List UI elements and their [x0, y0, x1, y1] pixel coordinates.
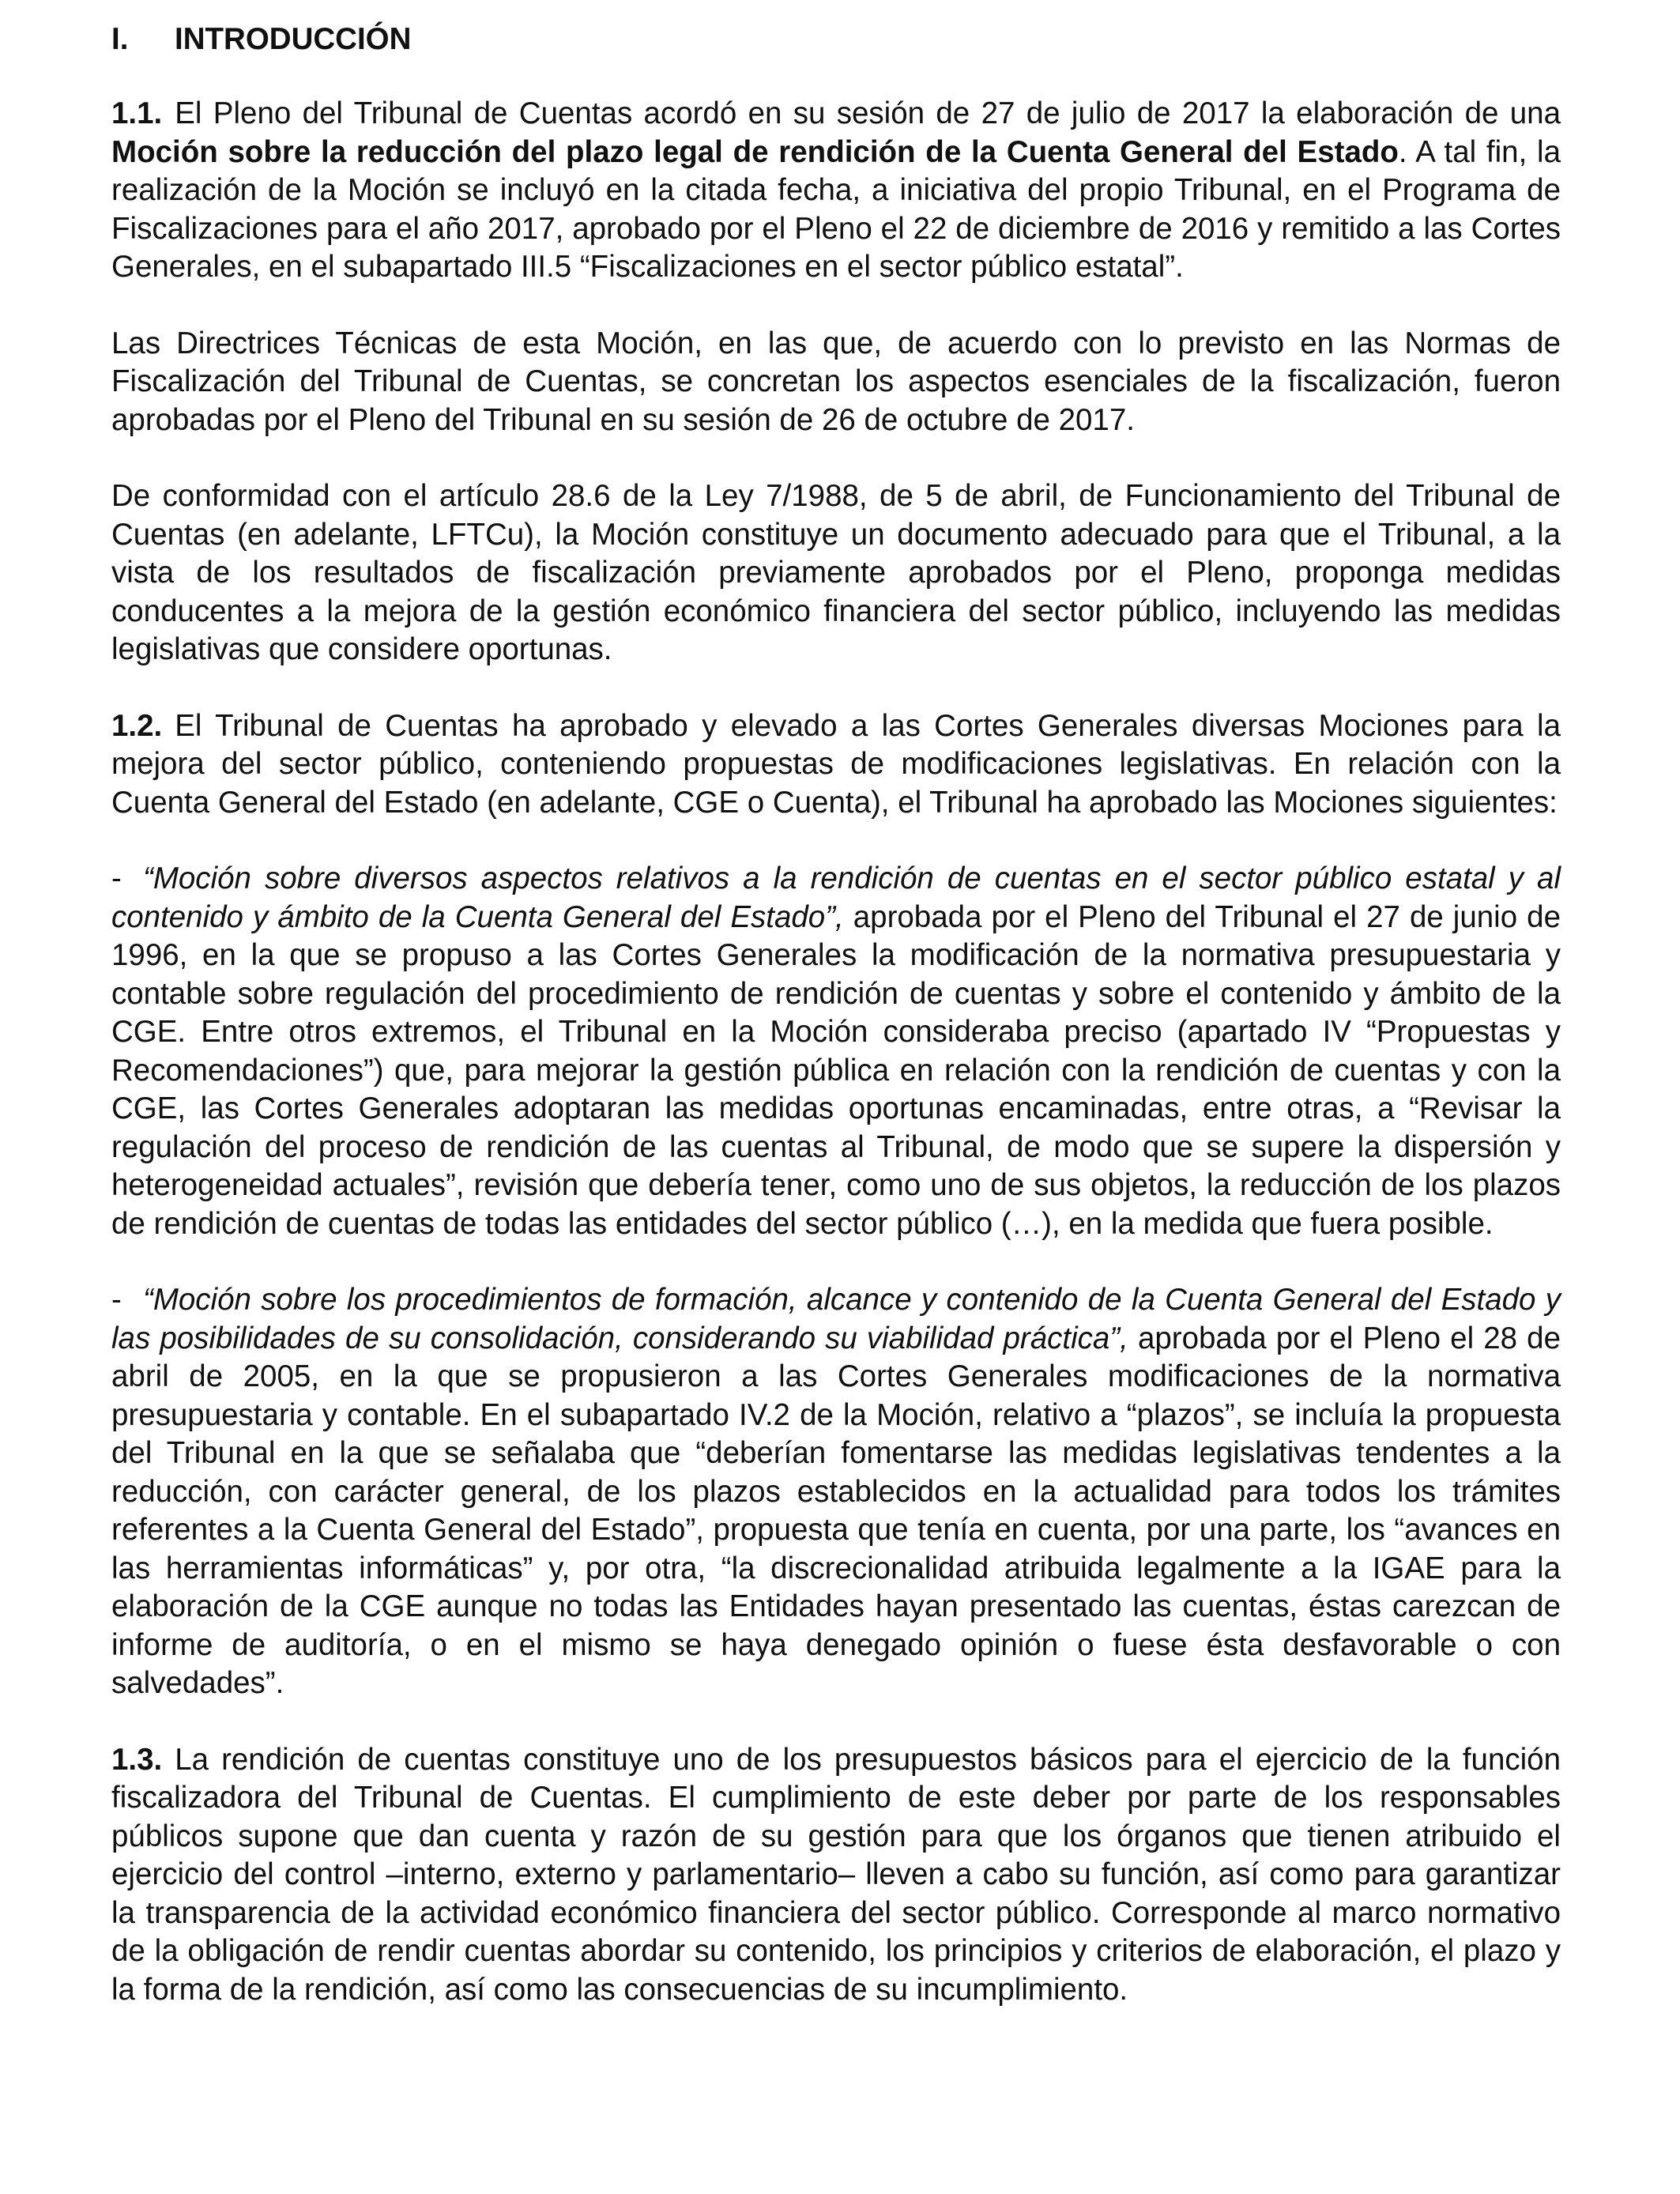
list-item-motion-1996	[111, 860, 1561, 1243]
section-title: INTRODUCCIÓN	[175, 22, 412, 56]
paragraph-text: La rendición de cuentas constituye uno de los presupuestos básicos para el ejercicio de la función fiscalizadora del Tribunal de Cuentas. El cumplimiento de este deber por parte de los responsables públicos supone que dan cuenta y razón de su gestión para que los órganos que tienen atribuido el ejercicio del control –interno, externo y parlamentario– lleven a cabo su función, así como para garantizar la transparencia de la actividad económico financiera del sector público. Corresponde al marco normativo de la obligación de rendir cuentas abordar su contenido, los principios y criterios de elaboración, el plazo y la forma de la rendición, así como las consecuencias de su incumplimiento.	[111, 1742, 1561, 2007]
paragraph-1-2	[111, 707, 1561, 823]
list-item-text: aprobada por el Pleno del Tribunal el 27 de junio de 1996, en la que se propuso a las Cortes Generales la modificación de la normativa presupuestaria y contable sobre regulación del procedimiento de rendición de cuentas y sobre el contenido y ámbito de la CGE. Entre otros extremos, el Tribunal en la Moción consideraba preciso (apartado IV “Propuestas y Recomendaciones”) que, para mejorar la gestión pública en relación con la rendición de cuentas y con la CGE, las Cortes Generales adoptaran las medidas oportunas encaminadas, entre otras, a “Revisar la regulación del proceso de rendición de las cuentas al Tribunal, de modo que se supere la dispersión y heterogeneidad actuales”, revisión que debería tener, como uno de sus objetos, la reducción de los plazos de rendición de cuentas de todas las entidades del sector público (…), en la medida que fuera posible.	[111, 899, 1561, 1241]
paragraph-1-3	[111, 1741, 1561, 2010]
motion-title-italic: “Moción sobre los procedimientos de formación, alcance y contenido de la Cuenta General del Estado y las posibilidades de su consolidación, considerando su viabilidad práctica”,	[111, 1283, 1561, 1355]
paragraph-number: 1.2.	[111, 708, 163, 743]
document-page	[111, 19, 1561, 2047]
paragraph-directrices: Las Directrices Técnicas de esta Moción, en las que, de acuerdo con lo previsto en las Normas de Fiscalización del Tribunal de Cuentas, se concretan los aspectos esenciales de la fiscalización, fueron aprobadas por el Pleno del Tribunal en su sesión de 26 de octubre de 2017.	[111, 326, 1561, 437]
section-heading	[111, 19, 1561, 60]
paragraph-number: 1.3.	[111, 1742, 163, 1777]
paragraph-1-1	[111, 95, 1561, 287]
list-item-motion-2005	[111, 1281, 1561, 1703]
motion-title-italic: “Moción sobre diversos aspectos relativos a la rendición de cuentas en el sector público estatal y al contenido y ámbito de la Cuenta General del Estado”,	[111, 861, 1561, 934]
section-number: I.	[111, 22, 129, 56]
list-item-text: aprobada por el Pleno el 28 de abril de 2005, en la que se propusieron a las Cortes Generales modificaciones de la normativa presupuestaria y contable. En el subapartado IV.2 de la Moción, relativo a “plazos”, se incluía la propuesta del Tribunal en la que se señalaba que “deberían fomentarse las medidas legislativas tendentes a la reducción, con carácter general, de los plazos establecidos en la actualidad para todos los trámites referentes a la Cuenta General del Estado”, propuesta que tenía en cuenta, por una parte, los “avances en las herramientas informáticas” y, por otra, “la discrecionalidad atribuida legalmente a la IGAE para la elaboración de la CGE aunque no todas las Entidades hayan presentado las cuentas, éstas carezcan de informe de auditoría, o en el mismo se haya denegado opinión o fuese ésta desfavorable o con salvedades”.	[111, 1321, 1561, 1700]
list-dash: -	[111, 861, 122, 895]
motion-title-bold: Moción sobre la reducción del plazo legal de rendición de la Cuenta General del Estado	[111, 134, 1399, 169]
paragraph-text: . A tal fin, la realización de la Moción se incluyó en la citada fecha, a iniciativa del propio Tribunal, en el Programa de Fiscalizaciones para el año 2017, aprobado por el Pleno el 22 de diciembre de 2016 y remitido a las Cortes Generales, en el subapartado III.5 “Fiscalizaciones en el sector público estatal”.	[111, 134, 1561, 284]
paragraph-number: 1.1.	[111, 96, 163, 130]
paragraph-conformidad: De conformidad con el artículo 28.6 de la Ley 7/1988, de 5 de abril, de Funcionamiento del Tribunal de Cuentas (en adelante, LFTCu), la Moción constituye un documento adecuado para que el Tribunal, a la vista de los resultados de fiscalización previamente aprobados por el Pleno, proponga medidas conducentes a la mejora de la gestión económico financiera del sector público, incluyendo las medidas legislativas que considere oportunas.	[111, 479, 1561, 666]
paragraph-text: El Pleno del Tribunal de Cuentas acordó en su sesión de 27 de julio de 2017 la elaboración de una	[175, 96, 1561, 130]
list-dash: -	[111, 1283, 122, 1317]
paragraph-text: El Tribunal de Cuentas ha aprobado y elevado a las Cortes Generales diversas Mociones para la mejora del sector público, conteniendo propuestas de modificaciones legislativas. En relación con la Cuenta General del Estado (en adelante, CGE o Cuenta), el Tribunal ha aprobado las Mociones siguientes:	[111, 708, 1561, 820]
